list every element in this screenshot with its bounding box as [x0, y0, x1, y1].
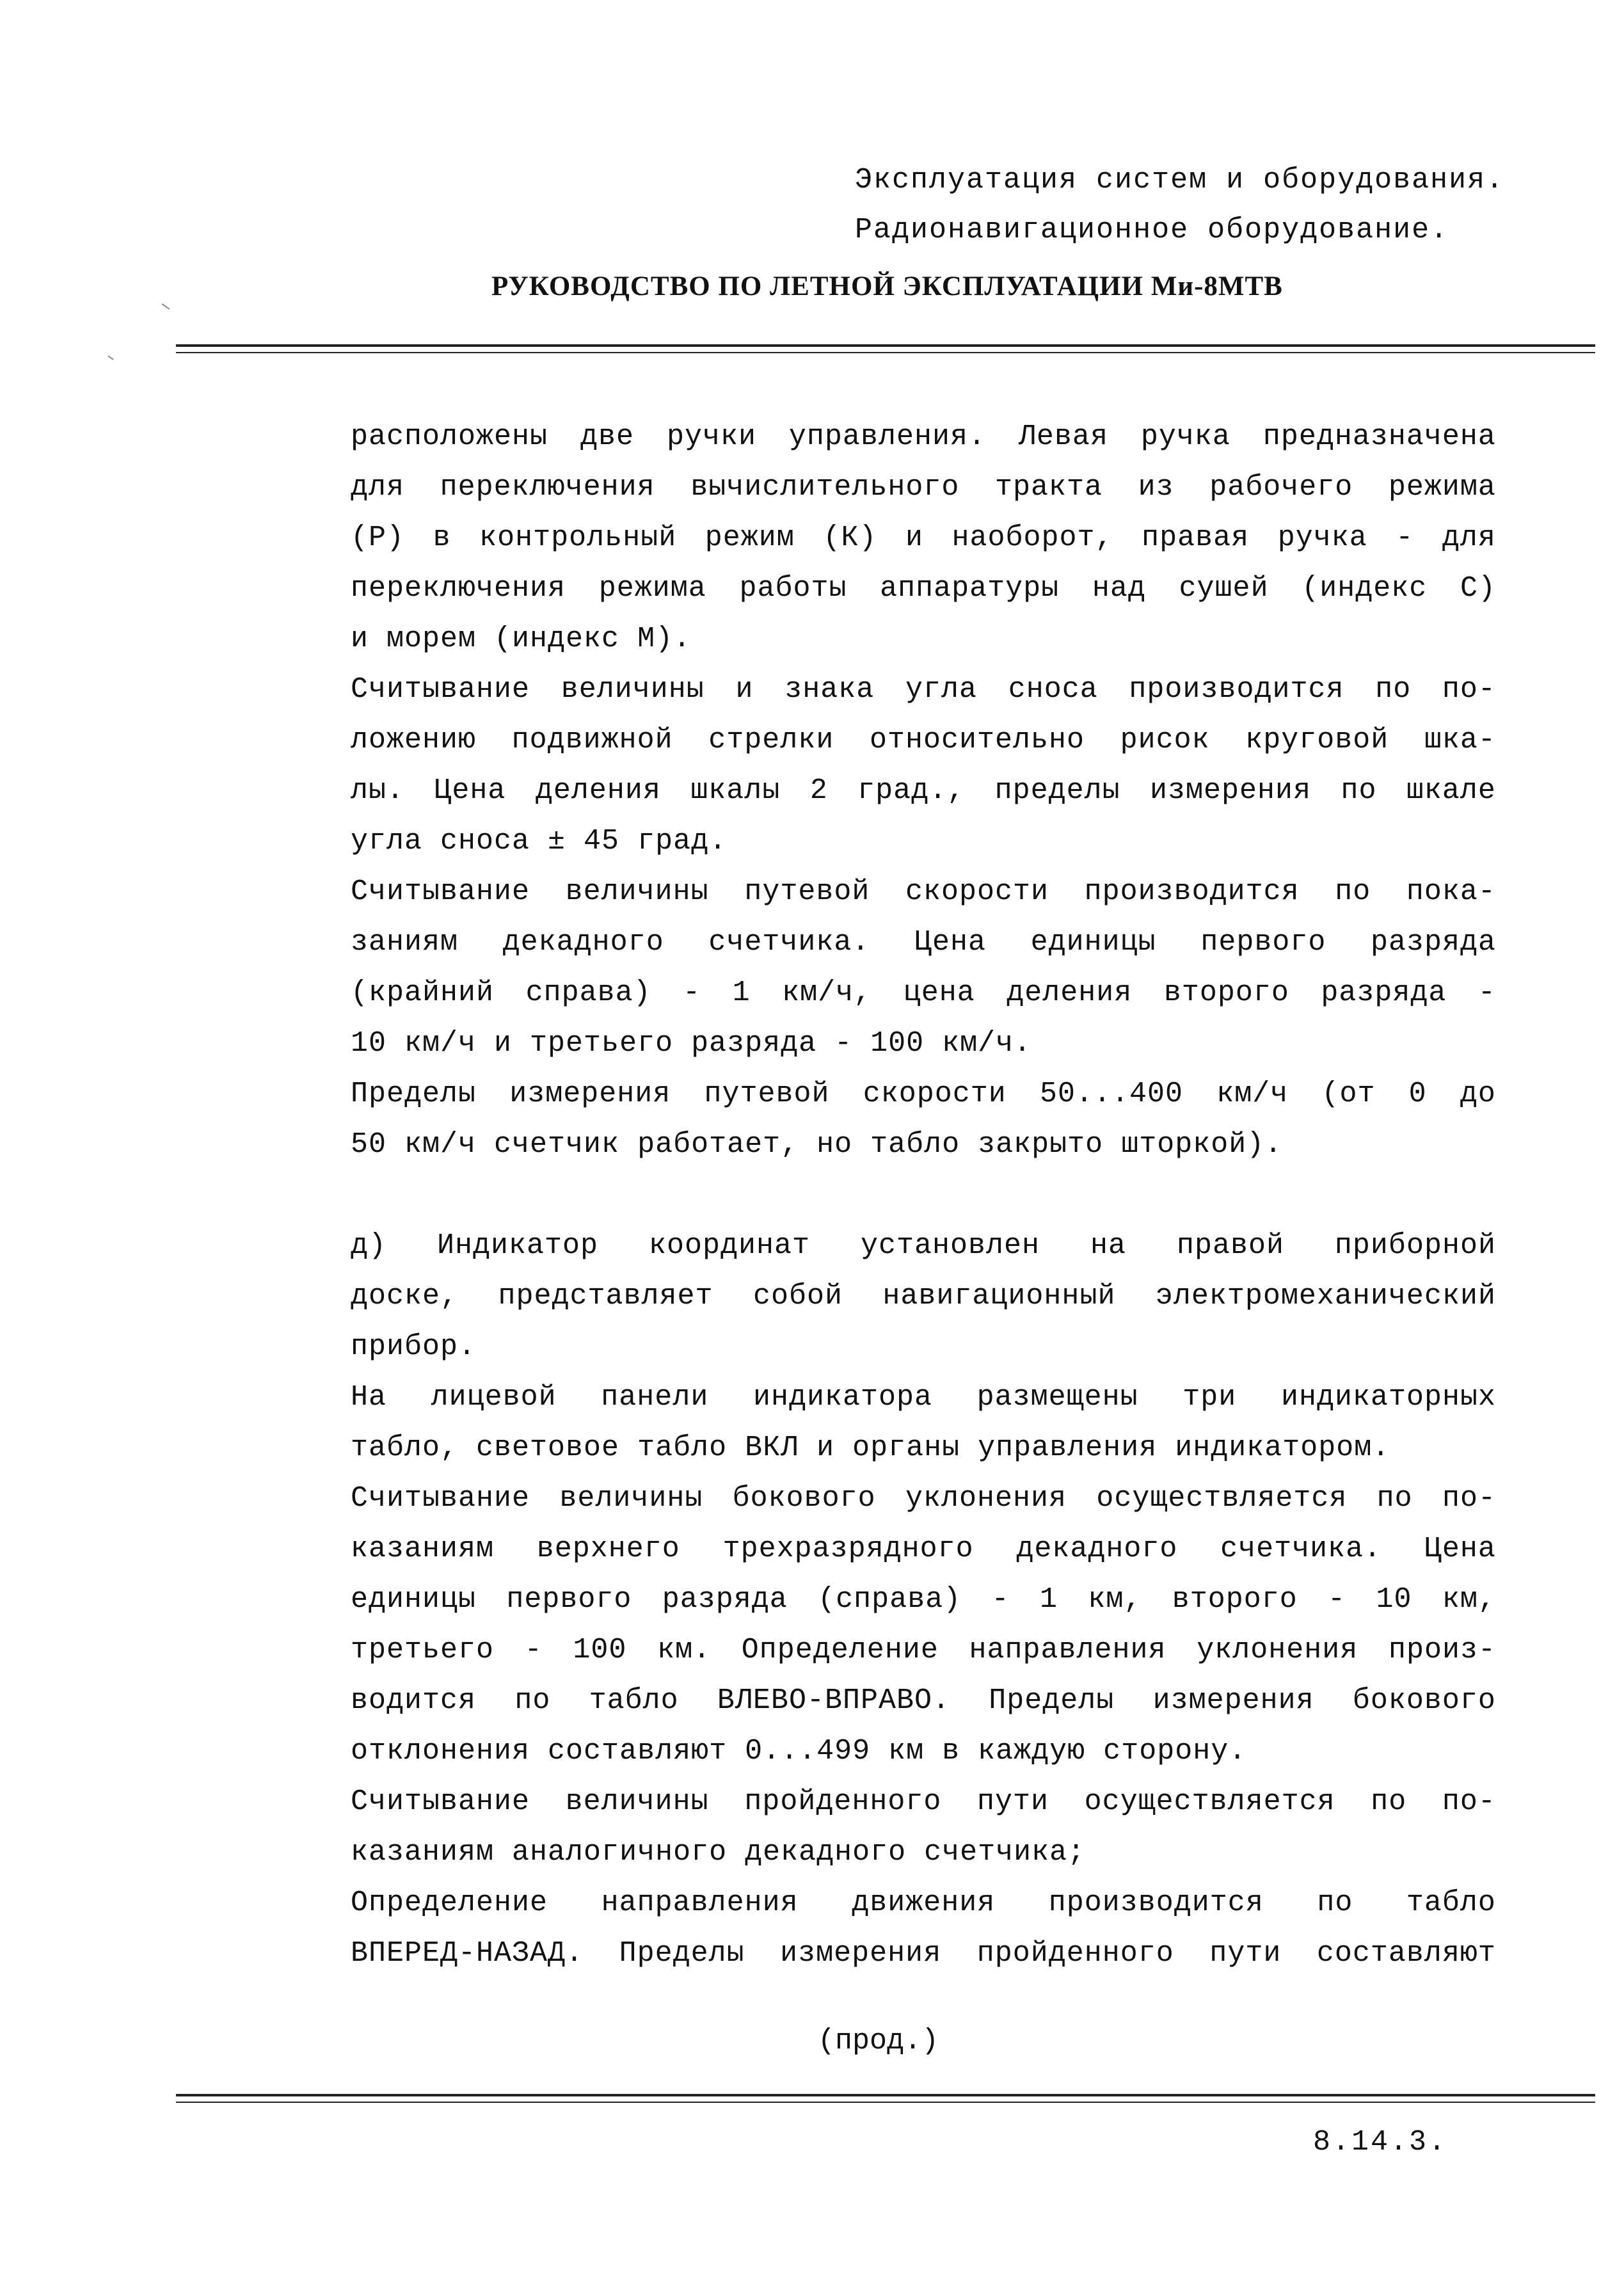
- body-line: Определение направления движения производится по табло: [351, 1887, 1496, 1919]
- continued-marker: (прод.): [818, 2025, 939, 2057]
- body-line: третьего - 100 км. Определение направления уклонения произ-: [351, 1634, 1496, 1666]
- document-title: РУКОВОДСТВО ПО ЛЕТНОЙ ЭКСПЛУАТАЦИИ Ми-8МТВ: [491, 271, 1283, 301]
- body-line: Считывание величины бокового уклонения осуществляется по по-: [351, 1482, 1496, 1515]
- body-line: д) Индикатор координат установлен на правой приборной: [351, 1229, 1496, 1262]
- body-line: (Р) в контрольный режим (К) и наоборот, правая ручка - для: [351, 522, 1496, 554]
- body-line: 50 км/ч счетчик работает, но табло закрыто шторкой).: [351, 1128, 1283, 1161]
- body-line: Считывание величины пройденного пути осуществляется по по-: [351, 1785, 1496, 1818]
- body-line: На лицевой панели индикатора размещены три индикаторных: [351, 1381, 1496, 1414]
- scan-speck: [162, 303, 170, 310]
- body-line: табло, световое табло ВКЛ и органы управления индикатором.: [351, 1432, 1390, 1464]
- body-line: водится по табло ВЛЕВО-ВПРАВО. Пределы измерения бокового: [351, 1684, 1496, 1717]
- paragraph-gap: [351, 1170, 1496, 1220]
- body-line: ложению подвижной стрелки относительно рисок круговой шка-: [351, 724, 1496, 756]
- body-line: 10 км/ч и третьего разряда - 100 км/ч.: [351, 1027, 1032, 1060]
- body-line: лы. Цена деления шкалы 2 град., пределы измерения по шкале: [351, 774, 1496, 807]
- section-title-line-2: Радионавигационное оборудование.: [855, 214, 1449, 246]
- body-text: [351, 411, 1496, 1979]
- body-line: расположены две ручки управления. Левая ручка предназначена: [351, 420, 1496, 453]
- header-divider: [176, 344, 1595, 347]
- body-line: казаниям аналогичного декадного счетчика;: [351, 1836, 1086, 1869]
- body-line: прибор.: [351, 1330, 477, 1363]
- scan-speck: [107, 355, 113, 360]
- body-line: Считывание величины и знака угла сноса производится по по-: [351, 673, 1496, 706]
- body-line: доске, представляет собой навигационный электромеханический: [351, 1280, 1496, 1313]
- body-line: ВПЕРЕД-НАЗАД. Пределы измерения пройденного пути составляют: [351, 1937, 1496, 1970]
- body-line: казаниям верхнего трехразрядного декадного счетчика. Цена: [351, 1533, 1496, 1565]
- section-title-line-1: Эксплуатация систем и оборудования.: [855, 164, 1505, 196]
- body-line: единицы первого разряда (справа) - 1 км, второго - 10 км,: [351, 1583, 1496, 1616]
- footer-divider: [176, 2094, 1595, 2096]
- body-line: угла сноса ± 45 град.: [351, 825, 728, 858]
- body-line: и морем (индекс М).: [351, 623, 692, 655]
- footer-divider-thin: [176, 2102, 1595, 2103]
- body-line: (крайний справа) - 1 км/ч, цена деления второго разряда -: [351, 977, 1496, 1009]
- body-line: Пределы измерения путевой скорости 50...400 км/ч (от 0 до: [351, 1078, 1496, 1110]
- body-line: Считывание величины путевой скорости производится по пока-: [351, 875, 1496, 908]
- body-line: отклонения составляют 0...499 км в каждую сторону.: [351, 1735, 1247, 1768]
- body-line: для переключения вычислительного тракта из рабочего режима: [351, 471, 1496, 504]
- header-divider-thin: [176, 352, 1595, 353]
- page-number: 8.14.3.: [1313, 2126, 1448, 2159]
- body-line: заниям декадного счетчика. Цена единицы первого разряда: [351, 926, 1496, 959]
- body-line: переключения режима работы аппаратуры над сушей (индекс С): [351, 572, 1496, 605]
